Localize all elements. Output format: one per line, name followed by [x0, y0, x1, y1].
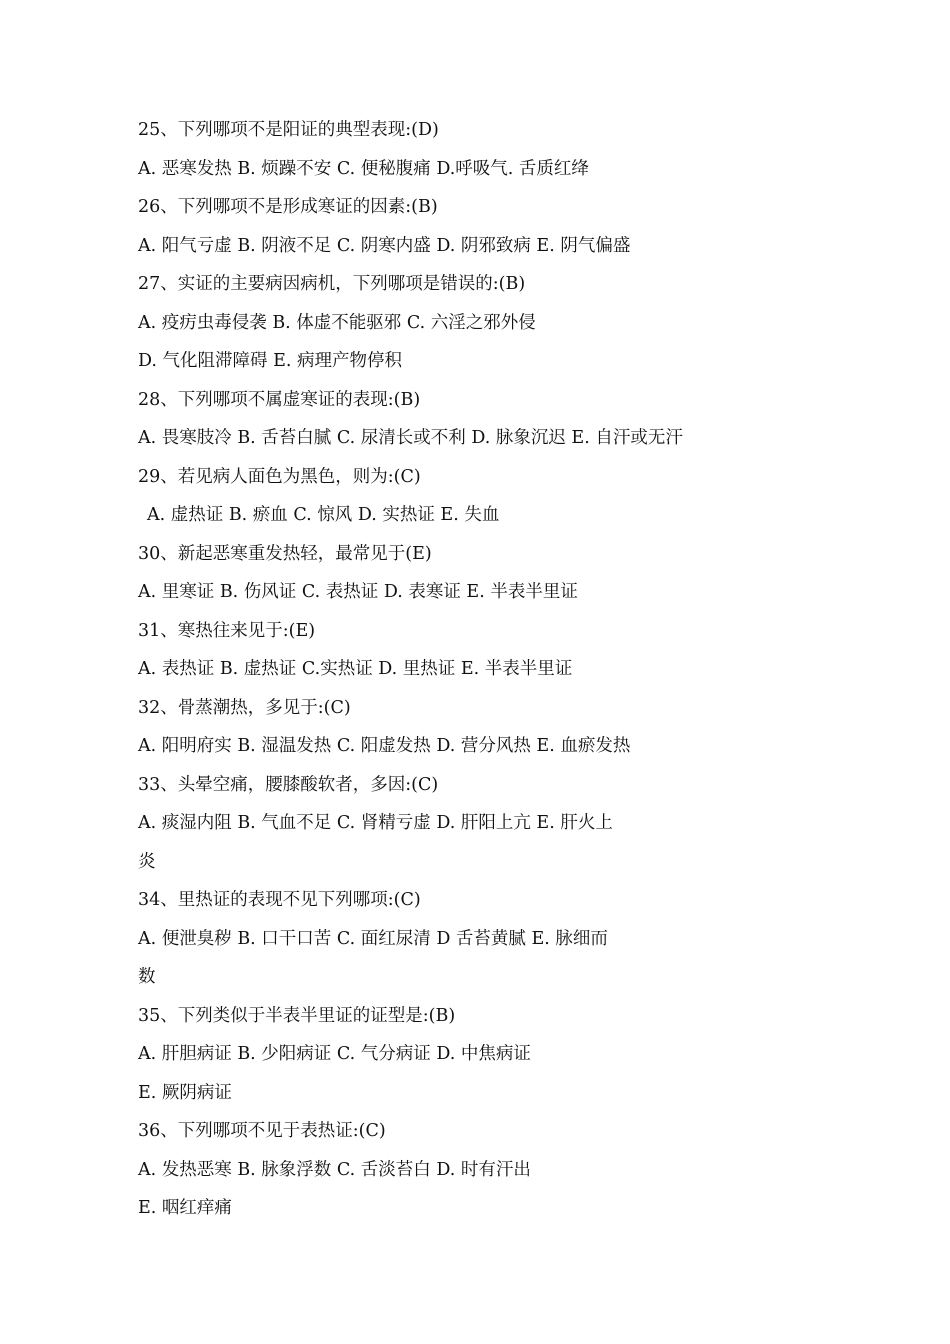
- question-27-options-cont: D. 气化阻滞障碍 E. 病理产物停积: [138, 351, 402, 371]
- question-29-options: A. 虚热证 B. 瘀血 C. 惊风 D. 实热证 E. 失血: [147, 505, 500, 525]
- question-36-options: A. 发热恶寒 B. 脉象浮数 C. 舌淡苔白 D. 时有汗出: [138, 1160, 531, 1180]
- question-25-stem: 25、下列哪项不是阳证的典型表现:(D): [138, 120, 439, 140]
- question-27-options: A. 疫疠虫毒侵袭 B. 体虚不能驱邪 C. 六淫之邪外侵: [138, 313, 536, 333]
- question-36-options-cont: E. 咽红痒痛: [138, 1198, 232, 1218]
- question-25-options: A. 恶寒发热 B. 烦躁不安 C. 便秘腹痛 D.呼吸气. 舌质红绛: [138, 159, 589, 179]
- question-28-stem: 28、下列哪项不属虚寒证的表现:(B): [138, 390, 421, 410]
- question-26-stem: 26、下列哪项不是形成寒证的因素:(B): [138, 197, 438, 217]
- question-33-options-cont: 炎: [138, 852, 156, 872]
- question-35-stem: 35、下列类似于半表半里证的证型是:(B): [138, 1006, 456, 1026]
- question-34-options-cont: 数: [138, 967, 156, 987]
- question-30-stem: 30、新起恶寒重发热轻，最常见于(E): [138, 544, 432, 564]
- question-30-options: A. 里寒证 B. 伤风证 C. 表热证 D. 表寒证 E. 半表半里证: [138, 582, 578, 602]
- question-34-stem: 34、里热证的表现不见下列哪项:(C): [138, 890, 421, 910]
- question-35-options: A. 肝胆病证 B. 少阳病证 C. 气分病证 D. 中焦病证: [138, 1044, 531, 1064]
- question-28-options: A. 畏寒肢冷 B. 舌苔白腻 C. 尿清长或不利 D. 脉象沉迟 E. 自汗或无汗: [138, 428, 683, 448]
- question-33-stem: 33、头晕空痛，腰膝酸软者，多因:(C): [138, 775, 439, 795]
- question-32-stem: 32、骨蒸潮热，多见于:(C): [138, 698, 351, 718]
- question-33-options: A. 痰湿内阻 B. 气血不足 C. 肾精亏虚 D. 肝阳上亢 E. 肝火上: [138, 813, 613, 833]
- question-26-options: A. 阳气亏虚 B. 阴液不足 C. 阴寒内盛 D. 阴邪致病 E. 阴气偏盛: [138, 236, 631, 256]
- question-27-stem: 27、实证的主要病因病机，下列哪项是错误的:(B): [138, 274, 526, 294]
- question-29-stem: 29、若见病人面色为黑色，则为:(C): [138, 467, 421, 487]
- question-34-options: A. 便泄臭秽 B. 口干口苦 C. 面红尿清 D 舌苔黄腻 E. 脉细而: [138, 929, 608, 949]
- question-36-stem: 36、下列哪项不见于表热证:(C): [138, 1121, 386, 1141]
- question-35-options-cont: E. 厥阴病证: [138, 1083, 232, 1103]
- question-31-options: A. 表热证 B. 虚热证 C.实热证 D. 里热证 E. 半表半里证: [138, 659, 573, 679]
- question-32-options: A. 阳明府实 B. 湿温发热 C. 阳虚发热 D. 营分风热 E. 血瘀发热: [138, 736, 631, 756]
- question-31-stem: 31、寒热往来见于:(E): [138, 621, 316, 641]
